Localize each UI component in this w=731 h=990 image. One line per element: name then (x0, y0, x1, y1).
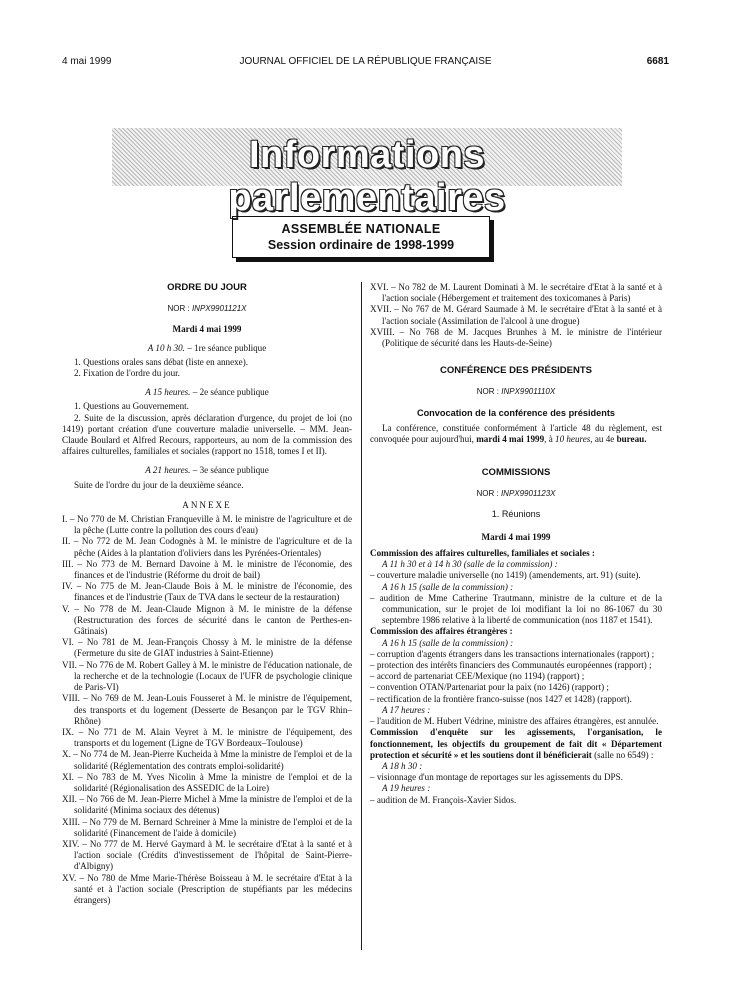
section-banner (112, 128, 622, 219)
annexe-list-continued (370, 282, 662, 349)
list-item: VI. – No 781 de M. Jean-François Chossy à M. le ministre de la défense (Fermeture du site de GIAT industries à Saint-Etienne) (62, 637, 352, 659)
agenda-item: – visionnage d'un montage de reportages sur les agissements du DPS. (370, 772, 623, 783)
nor-code: INPX9901123X (500, 489, 556, 499)
list-item: 2. Suite de la discussion, après déclaration d'urgence, du projet de loi (no 1419) portant création d'une couverture maladie universelle. – MM. Jean-Claude Boulard et Alfred Recours, rapporteurs, au nom de la commission des affaires culturelles, familiales et sociales (rapport no 1518, tomes I et II). (62, 412, 352, 457)
commission-title: Commission des affaires étrangères : (370, 626, 513, 637)
list-item: III. – No 773 de M. Bernard Davoine à M. le ministre de l'économie, des finances et de l'industrie (Réforme du droit de bail) (62, 558, 352, 581)
conference-text: La conférence, constituée conformément à l'article 48 du règlement, est convoquée pour aujourd'hui, mardi 4 mai 1999, à 10 heures, au 4e bureau. (370, 422, 662, 445)
session-2-items (62, 401, 352, 457)
time-slot: A 19 heures : (382, 783, 431, 794)
list-item: VIII. – No 769 de M. Jean-Louis Fousseret à M. le ministre de l'équipement, des transports et du logement (Desserte de Besançon par le TGV Rhin–Rhône) (62, 693, 352, 726)
list-item: IV. – No 775 de M. Jean-Claude Bois à M. le ministre de l'économie, des finances et de l'industrie (Taux de TVA dans le secteur de la restauration) (62, 581, 352, 603)
list-item: XIII. – No 779 de M. Bernard Schreiner à Mme la ministre de l'emploi et de la solidarité (Financement de l'aide à domicile) (62, 816, 352, 838)
column-divider (361, 282, 362, 950)
annexe-list (62, 514, 352, 906)
assembly-title: ASSEMBLÉE NATIONALE (281, 222, 441, 236)
commission-title: Commission d'enquête sur les agissements, l'organisation, le fonctionnement, les objectifs du groupement de fait dit « Département protection et sécurité » et les soutiens dont il bénéficierait (salle no 6549) : (370, 727, 662, 760)
ordre-du-jour-heading: ORDRE DU JOUR (167, 282, 247, 293)
list-item: II. – No 772 de M. Jean Codognès à M. le ministre de l'agriculture et de la pêche (Aides à la plantation d'oliviers dans les Pyrénées-Orientales) (62, 536, 352, 558)
nor-line: NOR : INPX9901123X (476, 489, 556, 499)
commissions-day: Mardi 4 mai 1999 (481, 531, 551, 542)
agenda-item: – accord de partenariat CEE/Mexique (no 1194) (rapport) ; (370, 671, 585, 682)
list-item: X. – No 774 de M. Jean-Pierre Kucheida à Mme la ministre de l'emploi et de la solidarité (Réglementation des contrats emploi-solidarité) (62, 749, 352, 771)
agenda-item: – protection des intérêts financiers des Communautés européennes (rapport) ; (370, 660, 652, 671)
session-3-text: Suite de l'ordre du jour de la deuxième séance. (74, 479, 244, 490)
commission-title: Commission des affaires culturelles, familiales et sociales : (370, 548, 595, 559)
agenda-item: – rectification de la frontière franco-suisse (nos 1427 et 1428) (rapport). (370, 693, 632, 704)
agenda-item: – corruption d'agents étrangers dans les transactions internationales (rapport) ; (370, 648, 655, 659)
session-subtitle: Session ordinaire de 1998-1999 (267, 238, 455, 252)
banner-title: Informations parlementaires (228, 134, 506, 219)
time-slot: A 16 h 15 (salle de la commission) : (382, 637, 514, 648)
nor-line: NOR : INPX9901121X (167, 304, 247, 314)
header-page-number: 6681 (646, 56, 669, 67)
agenda-item: – couverture maladie universelle (no 1419) (amendements, art. 91) (suite). (370, 570, 641, 581)
session-3-heading: A 21 heures. – 3e séance publique (145, 465, 269, 476)
header-journal: JOURNAL OFFICIEL DE LA RÉPUBLIQUE FRANÇAISE (239, 56, 492, 67)
time-slot: A 11 h 30 et à 14 h 30 (salle de la commission) : (382, 559, 558, 570)
list-item: I. – No 770 de M. Christian Franqueville à M. le ministre de l'agriculture et de la pêche (Lutte contre la pollution des cours d'eau) (62, 514, 352, 536)
time-slot: A 17 heures : (382, 704, 431, 715)
agenda-item: – l'audition de M. Hubert Védrine, ministre des affaires étrangères, est annulée. (370, 716, 659, 727)
list-item: 1. Questions au Gouvernement. (74, 401, 189, 412)
list-item: XVIII. – No 768 de M. Jacques Brunhes à M. le ministre de l'intérieur (Politique de sécurité dans les Hauts-de-Seine) (370, 326, 662, 349)
header-date: 4 mai 1999 (62, 56, 112, 67)
list-item: V. – No 778 de M. Jean-Claude Mignon à M. le ministre de la défense (Restructuration des forces de sécurité dans le canton de Perthes-en-Gâtinais) (62, 603, 352, 637)
annexe-heading: ANNEXE (182, 499, 232, 510)
list-item: IX. – No 771 de M. Alain Veyret à M. le ministre de l'équipement, des transports et du logement (Ligne de TGV Bordeaux–Toulouse) (62, 726, 352, 749)
conference-title: Convocation de la conférence des présidents (416, 407, 616, 418)
nor-code: INPX9901110X (501, 387, 556, 397)
nor-code: INPX9901121X (191, 304, 247, 314)
agenda-item: – audition de M. François-Xavier Sidos. (370, 794, 517, 805)
day-heading: Mardi 4 mai 1999 (172, 324, 242, 335)
list-item: XI. – No 783 de M. Yves Nicolin à Mme la ministre de l'emploi et de la solidarité (Régionalisation des ASSEDIC de la Loire) (62, 771, 352, 793)
list-item: 1. Questions orales sans débat (liste en annexe). (74, 356, 248, 367)
agenda-item: – convention OTAN/Partenariat pour la paix (no 1426) (rapport) ; (370, 682, 609, 693)
assembly-box (232, 216, 490, 258)
time-slot: A 16 h 15 (salle de la commission) : (382, 581, 514, 592)
nor-line: NOR : INPX9901110X (476, 387, 556, 397)
session-1-items (62, 357, 352, 379)
list-item: XIV. – No 777 de M. Hervé Gaymard à M. le secrétaire d'Etat à la santé et à l'action sociale (Crédits d'investissement de l'hôpital de Saint-Pierre-d'Albigny) (62, 838, 352, 872)
list-item: VII. – No 776 de M. Robert Galley à M. le ministre de l'éducation nationale, de la recherche et de la technologie (Locaux de l'UFR de psychologie clinique de Paris-VI) (62, 659, 352, 693)
time-slot: A 18 h 30 : (382, 760, 423, 771)
session-1-heading: A 10 h 30. – 1re séance publique (147, 342, 267, 353)
list-item: 2. Fixation de l'ordre du jour. (74, 368, 180, 379)
commissions-heading: COMMISSIONS (481, 467, 551, 479)
left-column (62, 282, 352, 906)
reunions-heading: 1. Réunions (491, 508, 541, 519)
list-item: XVI. – No 782 de M. Laurent Dominati à M. le secrétaire d'Etat à la santé et à l'action sociale (Hébergement et traitement des toxicomanes à Paris) (370, 282, 662, 304)
conference-heading: CONFÉRENCE DES PRÉSIDENTS (439, 365, 593, 377)
session-2-heading: A 15 heures. – 2e séance publique (145, 387, 269, 398)
list-item: XII. – No 766 de M. Jean-Pierre Michel à Mme la ministre de l'emploi et de la solidarité (Minima sociaux des détenus) (62, 794, 352, 816)
agenda-item: – audition de Mme Catherine Trautmann, ministre de la culture et de la communication, sur le projet de loi modifiant la loi no 86-1067 du 30 septembre 1986 relative à la liberté de communication (nos 1187 et 1541). (370, 592, 662, 626)
list-item: XVII. – No 767 de M. Gérard Saumade à M. le secrétaire d'Etat à la santé et à l'action sociale (Assimilation de l'alcool à une drogue) (370, 304, 662, 326)
right-column (370, 282, 662, 806)
list-item: XV. – No 780 de Mme Marie-Thérèse Boisseau à M. le secrétaire d'Etat à la santé et à l'action sociale (Prescription de stupéfiants par les médecins étrangers) (62, 872, 352, 905)
